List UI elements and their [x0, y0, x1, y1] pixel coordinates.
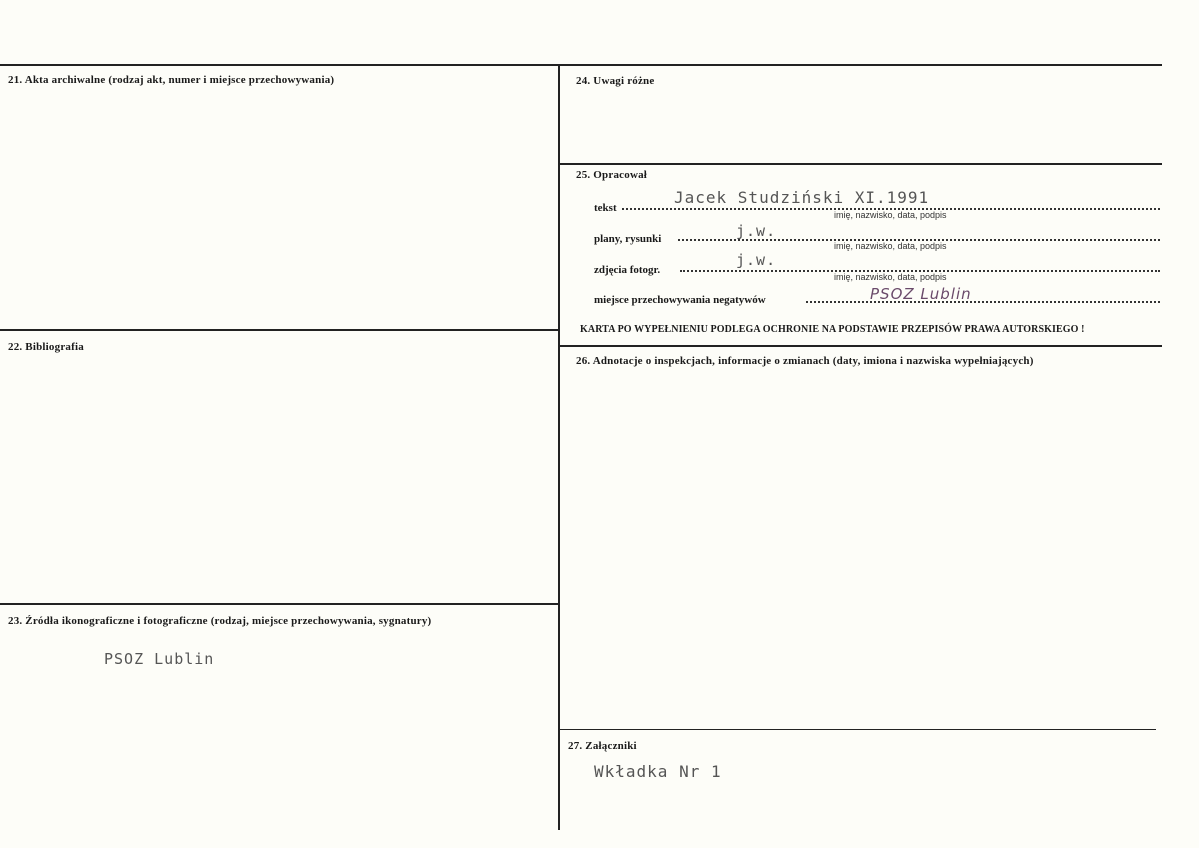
- section-25-label: 25. Opracował: [576, 169, 648, 181]
- section-26-label: 26. Adnotacje o inspekcjach, informacje o zmianach (daty, imiona i nazwiska wypełniających): [576, 355, 1034, 367]
- copyright-notice: KARTA PO WYPEŁNIENIU PODLEGA OCHRONIE NA PODSTAWIE PRZEPISÓW PRAWA AUTORSKIEGO !: [580, 324, 1085, 335]
- divider-25-26: [558, 345, 1162, 347]
- section-27-label: 27. Załączniki: [568, 740, 637, 752]
- row-tekst-value: Jacek Studziński XI.1991: [674, 188, 930, 207]
- section-23-label: 23. Źródła ikonograficzne i fotograficzne (rodzaj, miejsce przechowywania, sygnatury): [8, 615, 432, 627]
- row-plany-caption: imię, nazwisko, data, podpis: [834, 241, 947, 251]
- top-border: [0, 64, 1162, 66]
- row-plany-label: plany, rysunki: [594, 233, 662, 245]
- divider-21-22: [0, 329, 560, 331]
- section-21-label: 21. Akta archiwalne (rodzaj akt, numer i miejsce przechowywania): [8, 74, 335, 86]
- center-divider: [558, 64, 560, 830]
- row-zdjecia-label: zdjęcia fotogr.: [594, 264, 661, 276]
- row-negatywy-value: PSOZ Lublin: [870, 285, 972, 303]
- section-24-label: 24. Uwagi różne: [576, 75, 655, 87]
- divider-24-25: [558, 163, 1162, 165]
- row-negatywy-line: [806, 301, 1160, 303]
- divider-22-23: [0, 603, 560, 605]
- row-tekst-label: tekst: [594, 202, 617, 214]
- row-zdjecia-caption: imię, nazwisko, data, podpis: [834, 272, 947, 282]
- row-tekst-caption: imię, nazwisko, data, podpis: [834, 210, 947, 220]
- row-plany-value: j.w.: [736, 222, 777, 240]
- section-22-label: 22. Bibliografia: [8, 341, 84, 353]
- section-23-value: PSOZ Lublin: [104, 650, 215, 668]
- section-27-value: Wkładka Nr 1: [594, 762, 722, 781]
- row-negatywy-label: miejsce przechowywania negatywów: [594, 294, 766, 306]
- divider-26-27: [558, 729, 1156, 730]
- row-zdjecia-value: j.w.: [736, 251, 777, 269]
